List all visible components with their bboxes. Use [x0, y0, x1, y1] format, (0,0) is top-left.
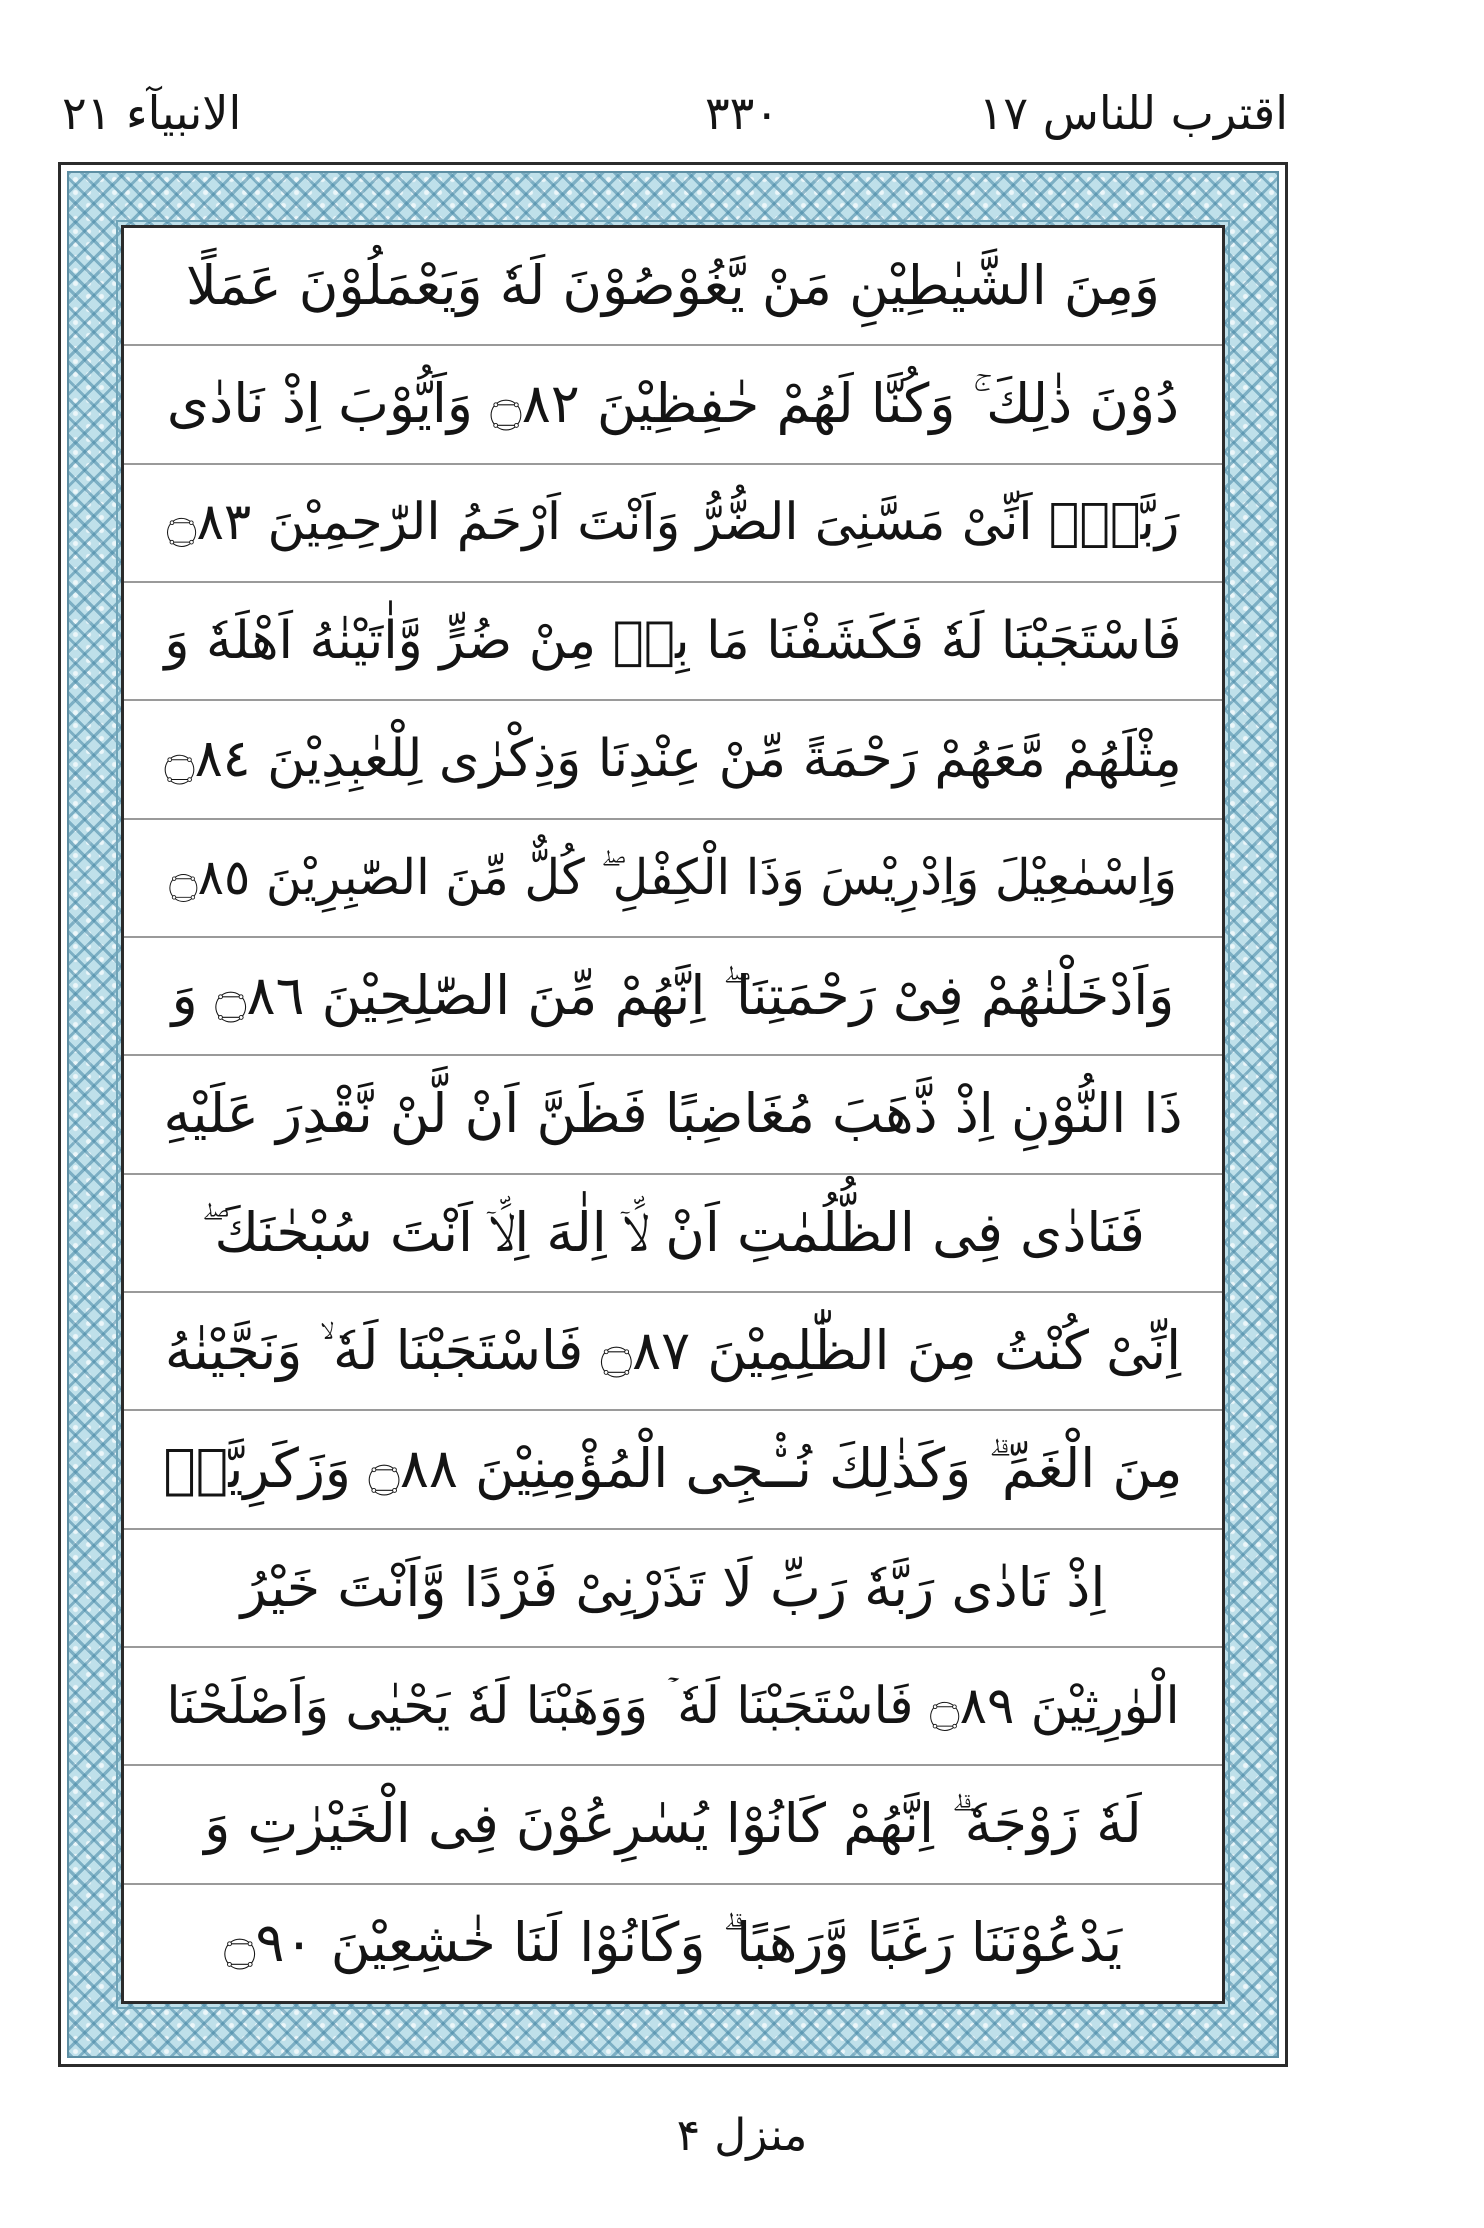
verse-block	[121, 225, 1225, 2004]
verse-line-text: فَاسْتَجَبْنَا لَهٗ فَكَشَفْنَا مَا بِهٖ مِنْ ضُرٍّ وَّاٰتَيْنٰهُ اَهْلَهٗ وَ	[164, 611, 1182, 672]
verse-line-text: وَاَدْخَلْنٰهُمْ فِىْ رَحْمَتِنَا ۖ اِنَّهُمْ مِّنَ الصّٰلِحِيْنَ ۝٨٦ وَ	[171, 964, 1175, 1028]
page-number: ۳۳۰	[704, 86, 780, 140]
verse-line	[124, 938, 1222, 1056]
verse-line	[124, 1175, 1222, 1293]
verse-line	[124, 1530, 1222, 1648]
verse-line-text: وَمِنَ الشَّيٰطِيْنِ مَنْ يَّغُوْصُوْنَ لَهٗ وَيَعْمَلُوْنَ عَمَلًا	[185, 254, 1160, 318]
verse-line	[124, 583, 1222, 701]
verse-line-text: مِثْلَهُمْ مَّعَهُمْ رَحْمَةً مِّنْ عِنْدِنَا وَذِكْرٰى لِلْعٰبِدِيْنَ ۝٨٤	[164, 729, 1182, 790]
header-surah-title: الانبیآء ۲۱	[62, 86, 242, 140]
verse-line	[124, 701, 1222, 819]
verse-line-text: دُوْنَ ذٰلِكَ ۚ وَكُنَّا لَهُمْ حٰفِظِيْنَ ۝٨٢ وَاَيُّوْبَ اِذْ نَادٰى	[166, 372, 1180, 436]
verse-line	[124, 1056, 1222, 1174]
manzil-footer: منزل ۴	[676, 2110, 808, 2161]
verse-line-text: وَاِسْمٰعِيْلَ وَاِدْرِيْسَ وَذَا الْكِفْلِ ۖ كُلٌّ مِّنَ الصّٰبِرِيْنَ ۝٨٥	[168, 849, 1178, 907]
verse-line-text: يَدْعُوْنَنَا رَغَبًا وَّرَهَبًا ۗ وَكَانُوْا لَنَا خٰشِعِيْنَ ۝٩٠	[223, 1910, 1123, 1974]
header-juz-title: اقترب للناس ۱۷	[978, 86, 1288, 140]
verse-line	[124, 1766, 1222, 1884]
verse-line	[124, 1885, 1222, 2001]
verse-line-text: الْوٰرِثِيْنَ ۝٨٩ فَاسْتَجَبْنَا لَهٗ ۡ وَوَهَبْنَا لَهٗ يَحْيٰى وَاَصْلَحْنَا	[166, 1676, 1180, 1736]
verse-line	[124, 1648, 1222, 1766]
verse-line	[124, 820, 1222, 938]
page-frame	[58, 162, 1288, 2067]
verse-line-text: فَنَادٰى فِى الظُّلُمٰتِ اَنْ لَّاۤ اِلٰهَ اِلَّاۤ اَنْتَ سُبْحٰنَكَ ۖ	[201, 1200, 1145, 1264]
verse-line-text: اِنِّىْ كُنْتُ مِنَ الظّٰلِمِيْنَ ۝٨٧ فَاسْتَجَبْنَا لَهٗ ۙ وَنَجَّيْنٰهُ	[164, 1319, 1182, 1383]
verse-line-text: لَهٗ زَوْجَهٗ ۗ اِنَّهُمْ كَانُوْا يُسٰرِعُوْنَ فِى الْخَيْرٰتِ وَ	[204, 1792, 1142, 1856]
verse-line-text: ذَا النُّوْنِ اِذْ ذَّهَبَ مُغَاضِبًا فَظَنَّ اَنْ لَّنْ نَّقْدِرَ عَلَيْهِ	[163, 1082, 1183, 1146]
verse-line	[124, 1411, 1222, 1529]
verse-line-text: اِذْ نَادٰى رَبَّهٗ رَبِّ لَا تَذَرْنِىْ فَرْدًا وَّاَنْتَ خَيْرُ	[240, 1555, 1106, 1619]
verse-line	[124, 1293, 1222, 1411]
verse-line-text: مِنَ الْغَمِّ ۗ وَكَذٰلِكَ نُـْۨجِى الْمُؤْمِنِيْنَ ۝٨٨ وَزَكَرِيَّاۤ	[163, 1437, 1183, 1501]
verse-line	[124, 465, 1222, 583]
verse-line-text: رَبَّهٗۤ اَنِّىْ مَسَّنِىَ الضُّرُّ وَاَنْتَ اَرْحَمُ الرّٰحِمِيْنَ ۝٨٣	[166, 493, 1180, 553]
ornamental-border	[67, 171, 1279, 2058]
verse-line	[124, 346, 1222, 464]
verse-line	[124, 228, 1222, 346]
